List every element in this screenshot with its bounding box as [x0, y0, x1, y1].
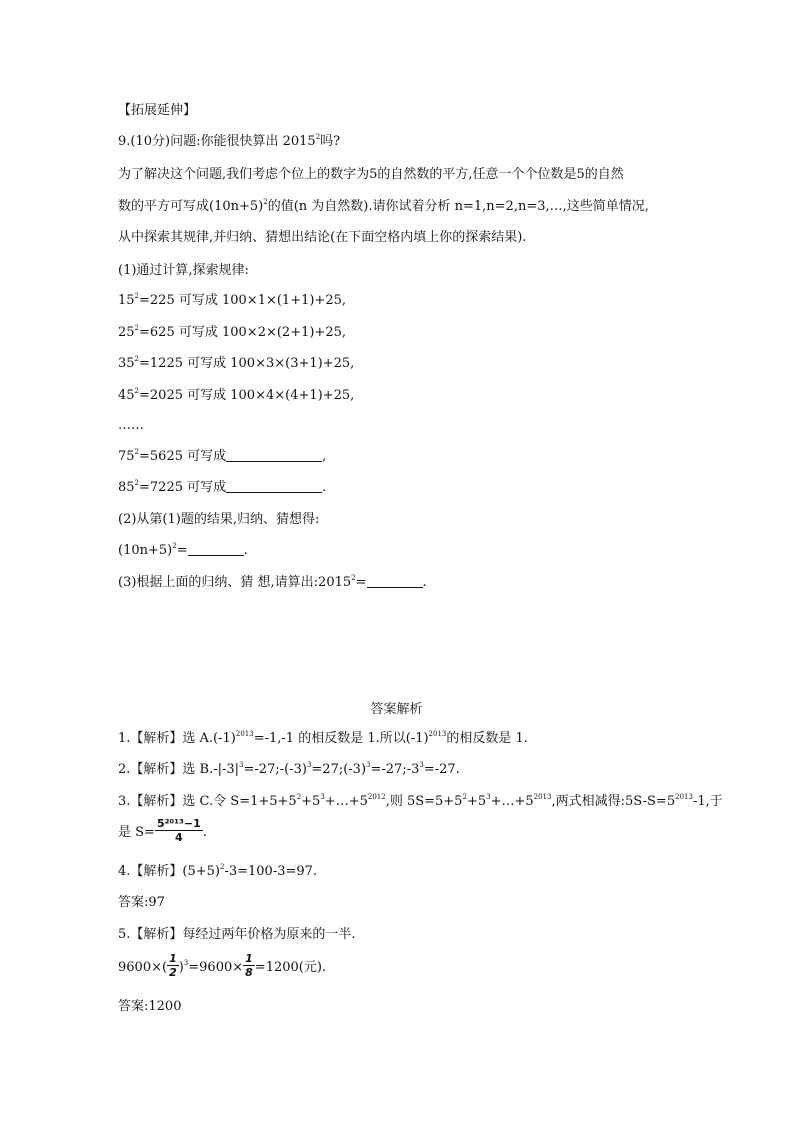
part2-label: (2)从第(1)题的结果,归纳、猜想得:	[118, 512, 320, 527]
answer-blank[interactable]	[226, 449, 322, 462]
pattern-row: $15^2=225$ 可写成 100×1×(1+1)+25,	[118, 292, 347, 308]
answer-1: 1.【解析】选 $A.(-1)^{2013}=-1,-1$ 的相反数是 1.所以$(-1)^{2013}$的相反数是 1.	[118, 730, 528, 746]
ellipsis: ……	[118, 418, 144, 433]
answers-title: 答案解析	[370, 702, 423, 717]
answer-blank[interactable]	[226, 480, 322, 493]
answer-2: 2.【解析】选 $B.-|-3|^3=-27;-(-3)^3=27;(-3)^3=-27;-3^3=-27$.	[118, 761, 460, 777]
fraction: $\frac{1}{8}$	[245, 951, 253, 979]
part1-label: (1)通过计算,探索规律:	[118, 263, 249, 278]
problem-header: 9.(10分)问题:你能很快算出 2015$^2$吗?	[118, 133, 341, 149]
pattern-row: $35^2=1225$ 可写成 100×3×(3+1)+25,	[118, 355, 355, 371]
answer-4-result: 答案:97	[118, 895, 165, 910]
answer-5: 5.【解析】每经过两年价格为原来的一半.	[118, 927, 356, 942]
fraction: $\frac{1}{2}$	[169, 951, 177, 979]
problem-intro-line-1: 为了解决这个问题,我们考虑个位上的数字为5的自然数的平方,任意一个个位数是5的自然	[118, 167, 624, 182]
answer-5-calculation: 9600×( $\frac{1}{2}$ )$^3$=9600× $\frac{1}{8}$ =1200(元).	[118, 951, 327, 979]
pattern-row: $25^2=625$ 可写成 100×2×(2+1)+25,	[118, 324, 347, 340]
part3-question: (3)根据上面的归纳、猜 想,请算出$:2015^2=$ .	[118, 574, 427, 590]
pattern-row: $45^2=2025$ 可写成 100×4×(4+1)+25,	[118, 387, 355, 403]
answer-blank[interactable]	[367, 575, 423, 588]
answer-4: 4.【解析】$(5+5)^2-3=100-3=97$.	[118, 863, 318, 879]
answer-5-result: 答案:1200	[118, 999, 182, 1014]
fill-row: $85^2=7225$ 可写成 .	[118, 479, 327, 495]
answer-3-line-2: 是 S= $\frac{\text{5²⁰¹³−1}}{4}$ .	[118, 816, 207, 844]
part2-expression: $(10n+5)^2=$ .	[118, 542, 248, 558]
fill-row: $75^2=5625$ 可写成 ,	[118, 448, 327, 464]
problem-intro-line-3: 从中探索其规律,并归纳、猜想出结论(在下面空格内填上你的探索结果).	[118, 230, 527, 245]
answer-blank[interactable]	[188, 543, 244, 556]
answer-3-line-1: 3.【解析】选 C.令 $S=1+5+5^2+5^3+\dots+5^{2012}$,则 $5S=5+5^2+5^3+\dots+5^{2013}$,两式相减得$:5S-S=5^{2013}-1$,于	[118, 793, 723, 809]
fraction: $\frac{\text{5²⁰¹³−1}}{4}$	[156, 816, 201, 844]
problem-intro-line-2: 数的平方可写成$(10n+5)^2$的值(n 为自然数).请你试着分析 n=1,n=2,n=3,…,这些简单情况,	[118, 198, 649, 214]
section-title: 【拓展延伸】	[118, 103, 197, 118]
